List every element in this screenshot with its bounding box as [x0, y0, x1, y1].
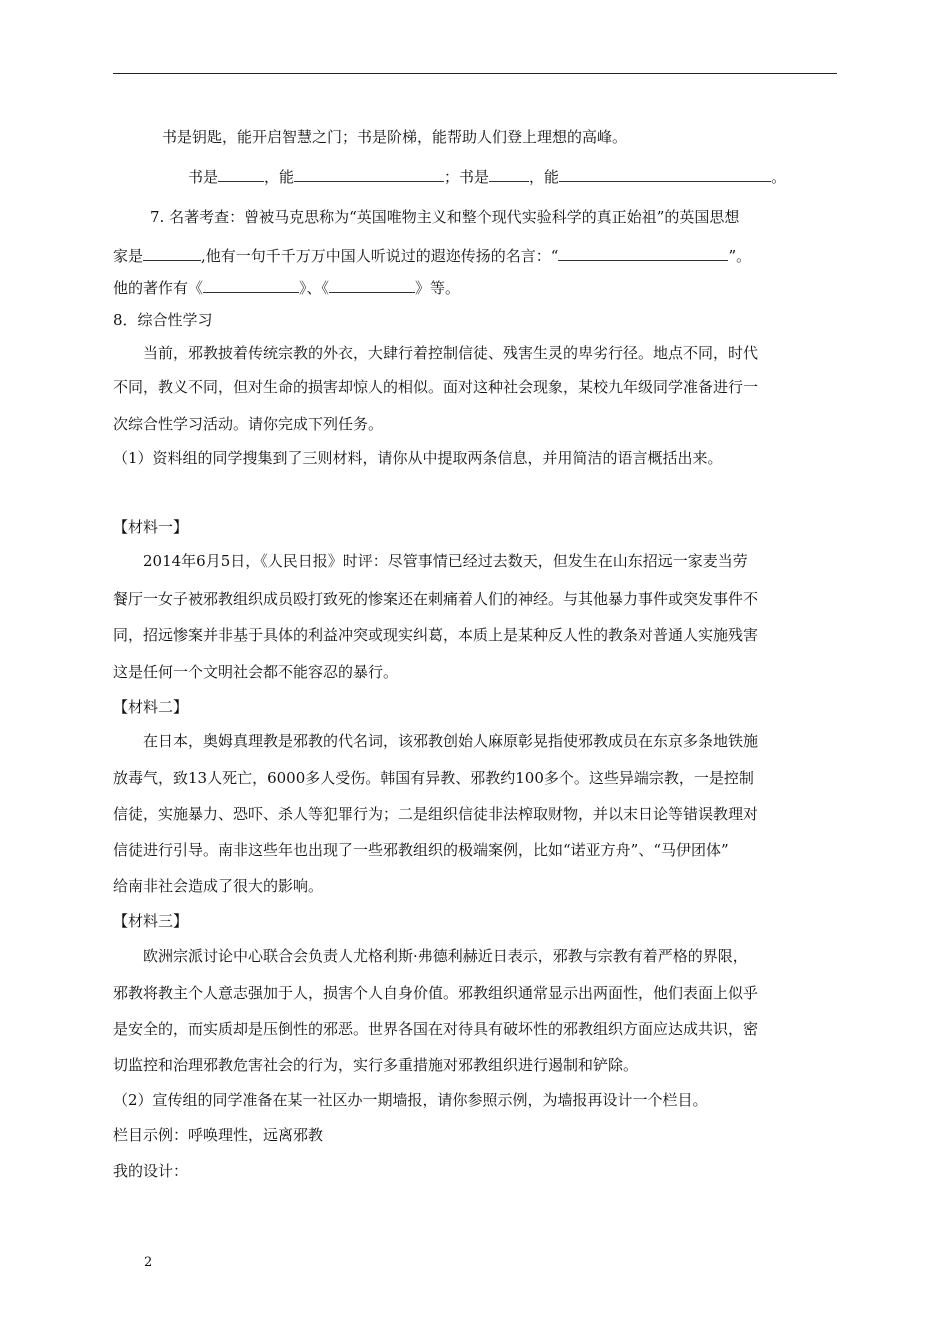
paragraph-line — [113, 414, 383, 434]
text: 给南非社会造成了很大的影响。 — [113, 877, 324, 895]
text: ；书是 — [444, 168, 490, 186]
paragraph-line — [113, 625, 758, 645]
text: 他的著作有《 — [113, 279, 204, 297]
paragraph-line — [113, 377, 758, 397]
paragraph-line — [113, 876, 323, 896]
text: 不同，教义不同，但对生命的损害却惊人的相似。面对这种社会现象，某校九年级同学准备进行一 — [113, 378, 759, 396]
question-7-line3 — [113, 277, 460, 298]
paragraph-line — [113, 804, 758, 824]
text: 家是 — [113, 247, 144, 265]
header-rule — [113, 73, 837, 74]
blank-field[interactable] — [143, 245, 201, 261]
paragraph-line — [143, 731, 758, 751]
text: （1）资料组的同学搜集到了三则材料，请你从中提取两条信息，并用简洁的语言概括出来。 — [113, 449, 723, 467]
text: 2014年6月5日，《人民日报》时评：尽管事情已经过去数天，但发生在山东招远一家麦当劳 — [143, 552, 748, 570]
paragraph-line — [113, 1055, 638, 1075]
blank-field[interactable] — [203, 277, 299, 293]
paragraph-line — [143, 946, 748, 966]
text: 是安全的，而实质却是压倒性的邪恶。世界各国在对待具有破坏性的邪教组织方面应达成共识，密 — [113, 1020, 759, 1038]
material-1-heading — [113, 517, 188, 537]
text: 。 — [771, 168, 787, 186]
text: 同，招远惨案并非基于具体的利益冲突或现实纠葛，本质上是某种反人性的教条对普通人实施残害 — [113, 626, 759, 644]
column-example — [113, 1125, 323, 1145]
text: 8．综合性学习 — [113, 311, 213, 329]
material-2-heading — [113, 697, 188, 717]
text: ，能 — [529, 168, 560, 186]
text: 信徒进行引导。南非这些年也出现了一些邪教组织的极端案例，比如“诺亚方舟”、“马伊团体” — [113, 841, 729, 859]
paragraph-line — [113, 662, 398, 682]
blank-field[interactable] — [489, 166, 529, 182]
blank-field[interactable] — [558, 245, 728, 261]
text: 餐厅一女子被邪教组织成员殴打致死的惨案还在刺痛着人们的神经。与其他暴力事件或突发事件不 — [113, 590, 759, 608]
text: 次综合性学习活动。请你完成下列任务。 — [113, 415, 384, 433]
paragraph-line — [113, 983, 758, 1003]
task-1 — [113, 448, 723, 468]
text: （2）宣传组的同学准备在某一社区办一期墙报，请你参照示例，为墙报再设计一个栏目。 — [113, 1091, 708, 1109]
text: 当前，邪教披着传统宗教的外衣，大肆行着控制信徒、残害生灵的卑劣行径。地点不同，时代 — [143, 344, 759, 362]
blank-field[interactable] — [218, 166, 264, 182]
text: 栏目示例：呼唤理性，远离邪教 — [113, 1126, 324, 1144]
question-7-line2 — [113, 245, 751, 266]
book-sentence — [162, 127, 627, 147]
page-number: 2 — [144, 1255, 153, 1270]
text: ”。 — [728, 247, 752, 265]
paragraph-line — [113, 1019, 758, 1039]
my-design-label — [113, 1161, 188, 1181]
text: 邪教将教主个人意志强加于人，损害个人自身价值。邪教组织通常显示出两面性，他们表面上似乎 — [113, 984, 759, 1002]
text: ,他有一句千千万万中国人听说过的遐迩传扬的名言：“ — [201, 247, 559, 265]
text: 信徒，实施暴力、恐吓、杀人等犯罪行为；二是组织信徒非法榨取财物，并以末日论等错误教理对 — [113, 805, 759, 823]
paragraph-line — [113, 589, 758, 609]
paragraph-line — [113, 768, 754, 788]
text: 这是任何一个文明社会都不能容忍的暴行。 — [113, 663, 399, 681]
text: 书是钥匙，能开启智慧之门；书是阶梯，能帮助人们登上理想的高峰。 — [162, 128, 628, 146]
paragraph-line — [143, 551, 748, 571]
text: 在日本，奥姆真理教是邪教的代名词，该邪教创始人麻原彰晃指使邪教成员在东京多条地铁施 — [143, 732, 759, 750]
text: 切监控和治理邪教危害社会的行为，实行多重措施对邪教组织进行遏制和铲除。 — [113, 1056, 639, 1074]
text: 欧洲宗派讨论中心联合会负责人尤格利斯·弗德利赫近日表示，邪教与宗教有着严格的界限， — [143, 947, 748, 965]
paragraph-line — [143, 343, 758, 363]
text: 放毒气，致13人死亡，6000多人受伤。韩国有异教、邪教约100多个。这些异端宗教，一是控制 — [113, 769, 754, 787]
text: 【材料二】 — [113, 698, 189, 716]
blank-field[interactable] — [329, 277, 415, 293]
text: 书是 — [188, 168, 219, 186]
text: 7. 名著考查：曾被马克思称为“英国唯物主义和整个现代实验科学的真正始祖”的英国思想 — [150, 208, 740, 226]
material-3-heading — [113, 911, 188, 931]
question-8-title — [113, 310, 213, 330]
text: 我的设计： — [113, 1162, 189, 1180]
paragraph-line — [113, 840, 729, 860]
blank-field[interactable] — [294, 166, 444, 182]
text: 》等。 — [415, 279, 461, 297]
text: 【材料三】 — [113, 912, 189, 930]
text: ，能 — [264, 168, 295, 186]
text: 》、《 — [299, 279, 330, 297]
blank-field[interactable] — [559, 166, 771, 182]
task-2 — [113, 1090, 708, 1110]
imitation-fill-line — [188, 166, 786, 187]
text: 【材料一】 — [113, 518, 189, 536]
question-7-line1 — [150, 207, 739, 227]
